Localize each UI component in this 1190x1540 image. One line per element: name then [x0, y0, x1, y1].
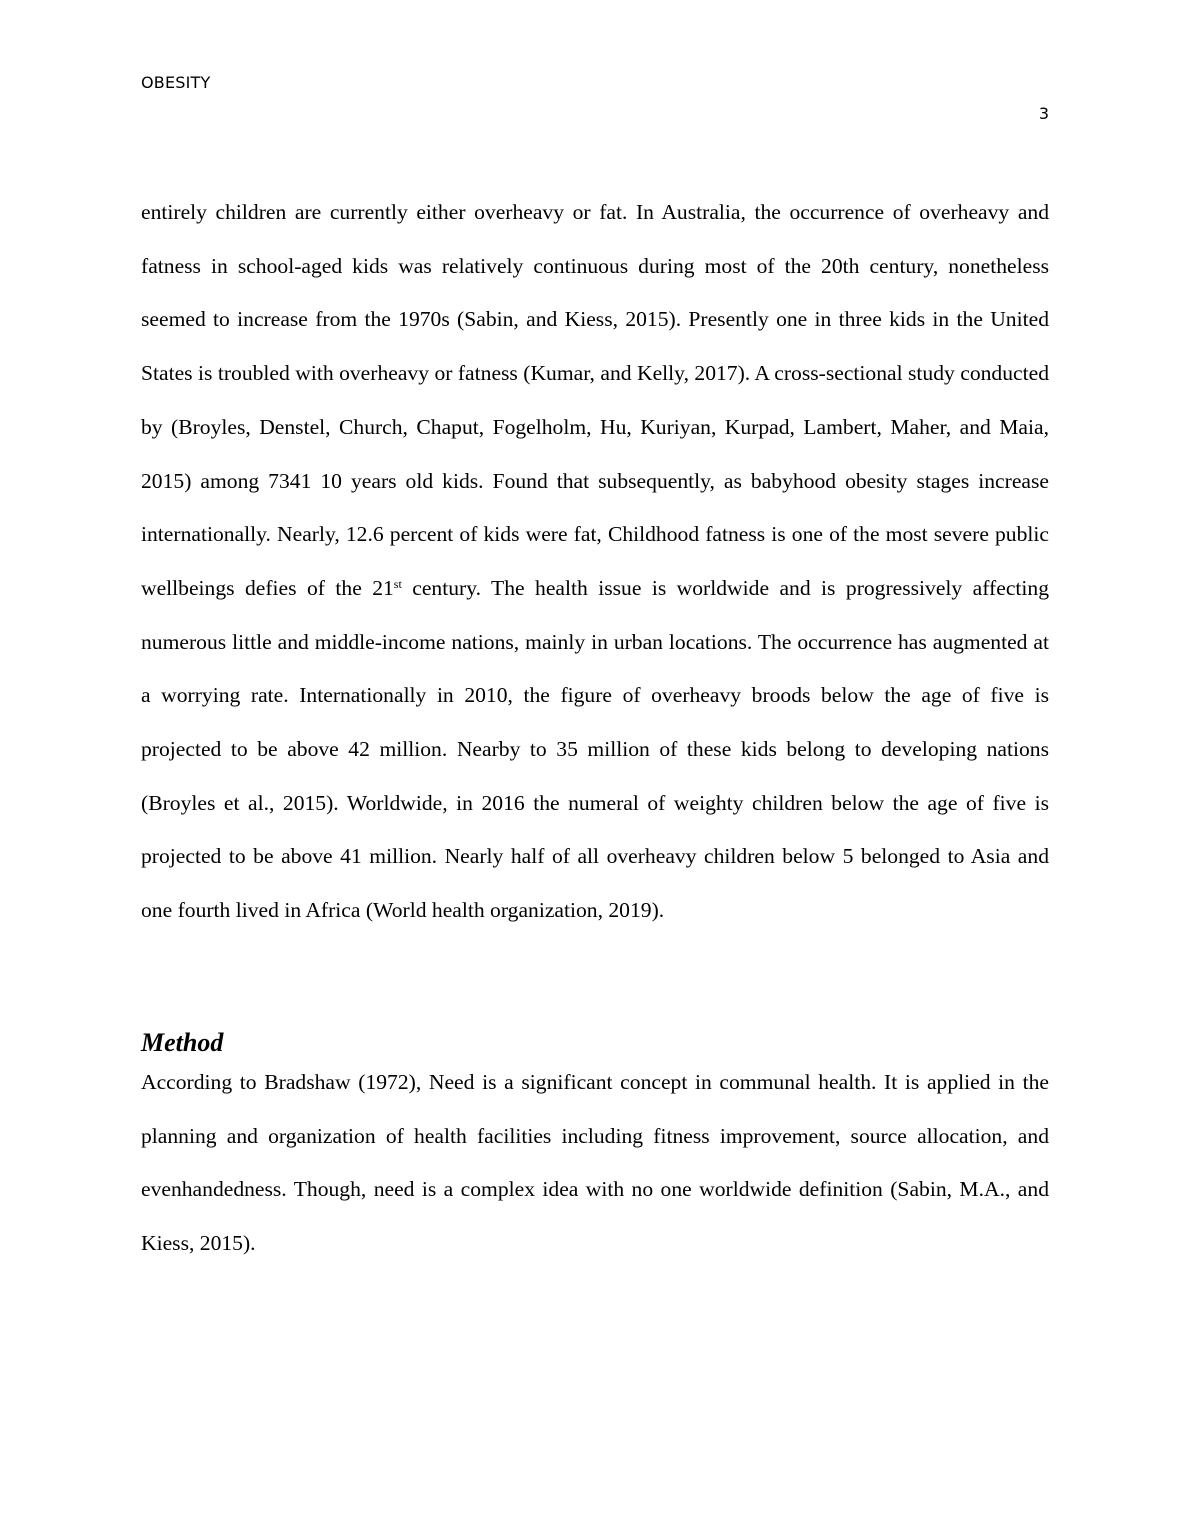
ordinal-superscript: st [393, 576, 402, 591]
body-paragraph [141, 186, 1049, 938]
section-heading: Method [141, 1028, 224, 1057]
paragraph-text: century. The health issue is worldwide and is progressively affecting numerous little and middle-income nations, mainly in urban locations. The occurrence has augmented at a worrying rate. Internationally in 2010, the figure of overheavy broods below the age of five is projected to be above 42 million. Nearby to 35 million of these kids belong to developing nations (Broyles et al., 2015). Worldwide, in 2016 the numeral of weighty children below the age of five is projected to be above 41 million. Nearly half of all overheavy children below 5 belonged to Asia and one fourth lived in Africa (World health organization, 2019). [141, 575, 1049, 923]
page-number: 3 [1038, 104, 1049, 123]
paragraph-text: entirely children are currently either overheavy or fat. In Australia, the occurrence of overheavy and fatness in school-aged kids was relatively continuous during most of the 20th century, nonetheless seemed to increase from the 1970s (Sabin, and Kiess, 2015). Presently one in three kids in the United States is troubled with overheavy or fatness (Kumar, and Kelly, 2017). A cross-sectional study conducted by (Broyles, Denstel, Church, Chaput, Fogelholm, Hu, Kuriyan, Kurpad, Lambert, Maher, and Maia, 2015) among 7341 10 years old kids. Found that subsequently, as babyhood obesity stages increase internationally. Nearly, 12.6 percent of kids were fat, Childhood fatness is one of the most severe public wellbeings defies of the 21 [141, 200, 1049, 600]
body-paragraph: According to Bradshaw (1972), Need is a significant concept in communal health. It is applied in the planning and organization of health facilities including fitness improvement, source allocation, and evenhandedness. Though, need is a complex idea with no one worldwide definition (Sabin, M.A., and Kiess, 2015). [141, 1070, 1049, 1256]
running-head: OBESITY [141, 73, 211, 92]
